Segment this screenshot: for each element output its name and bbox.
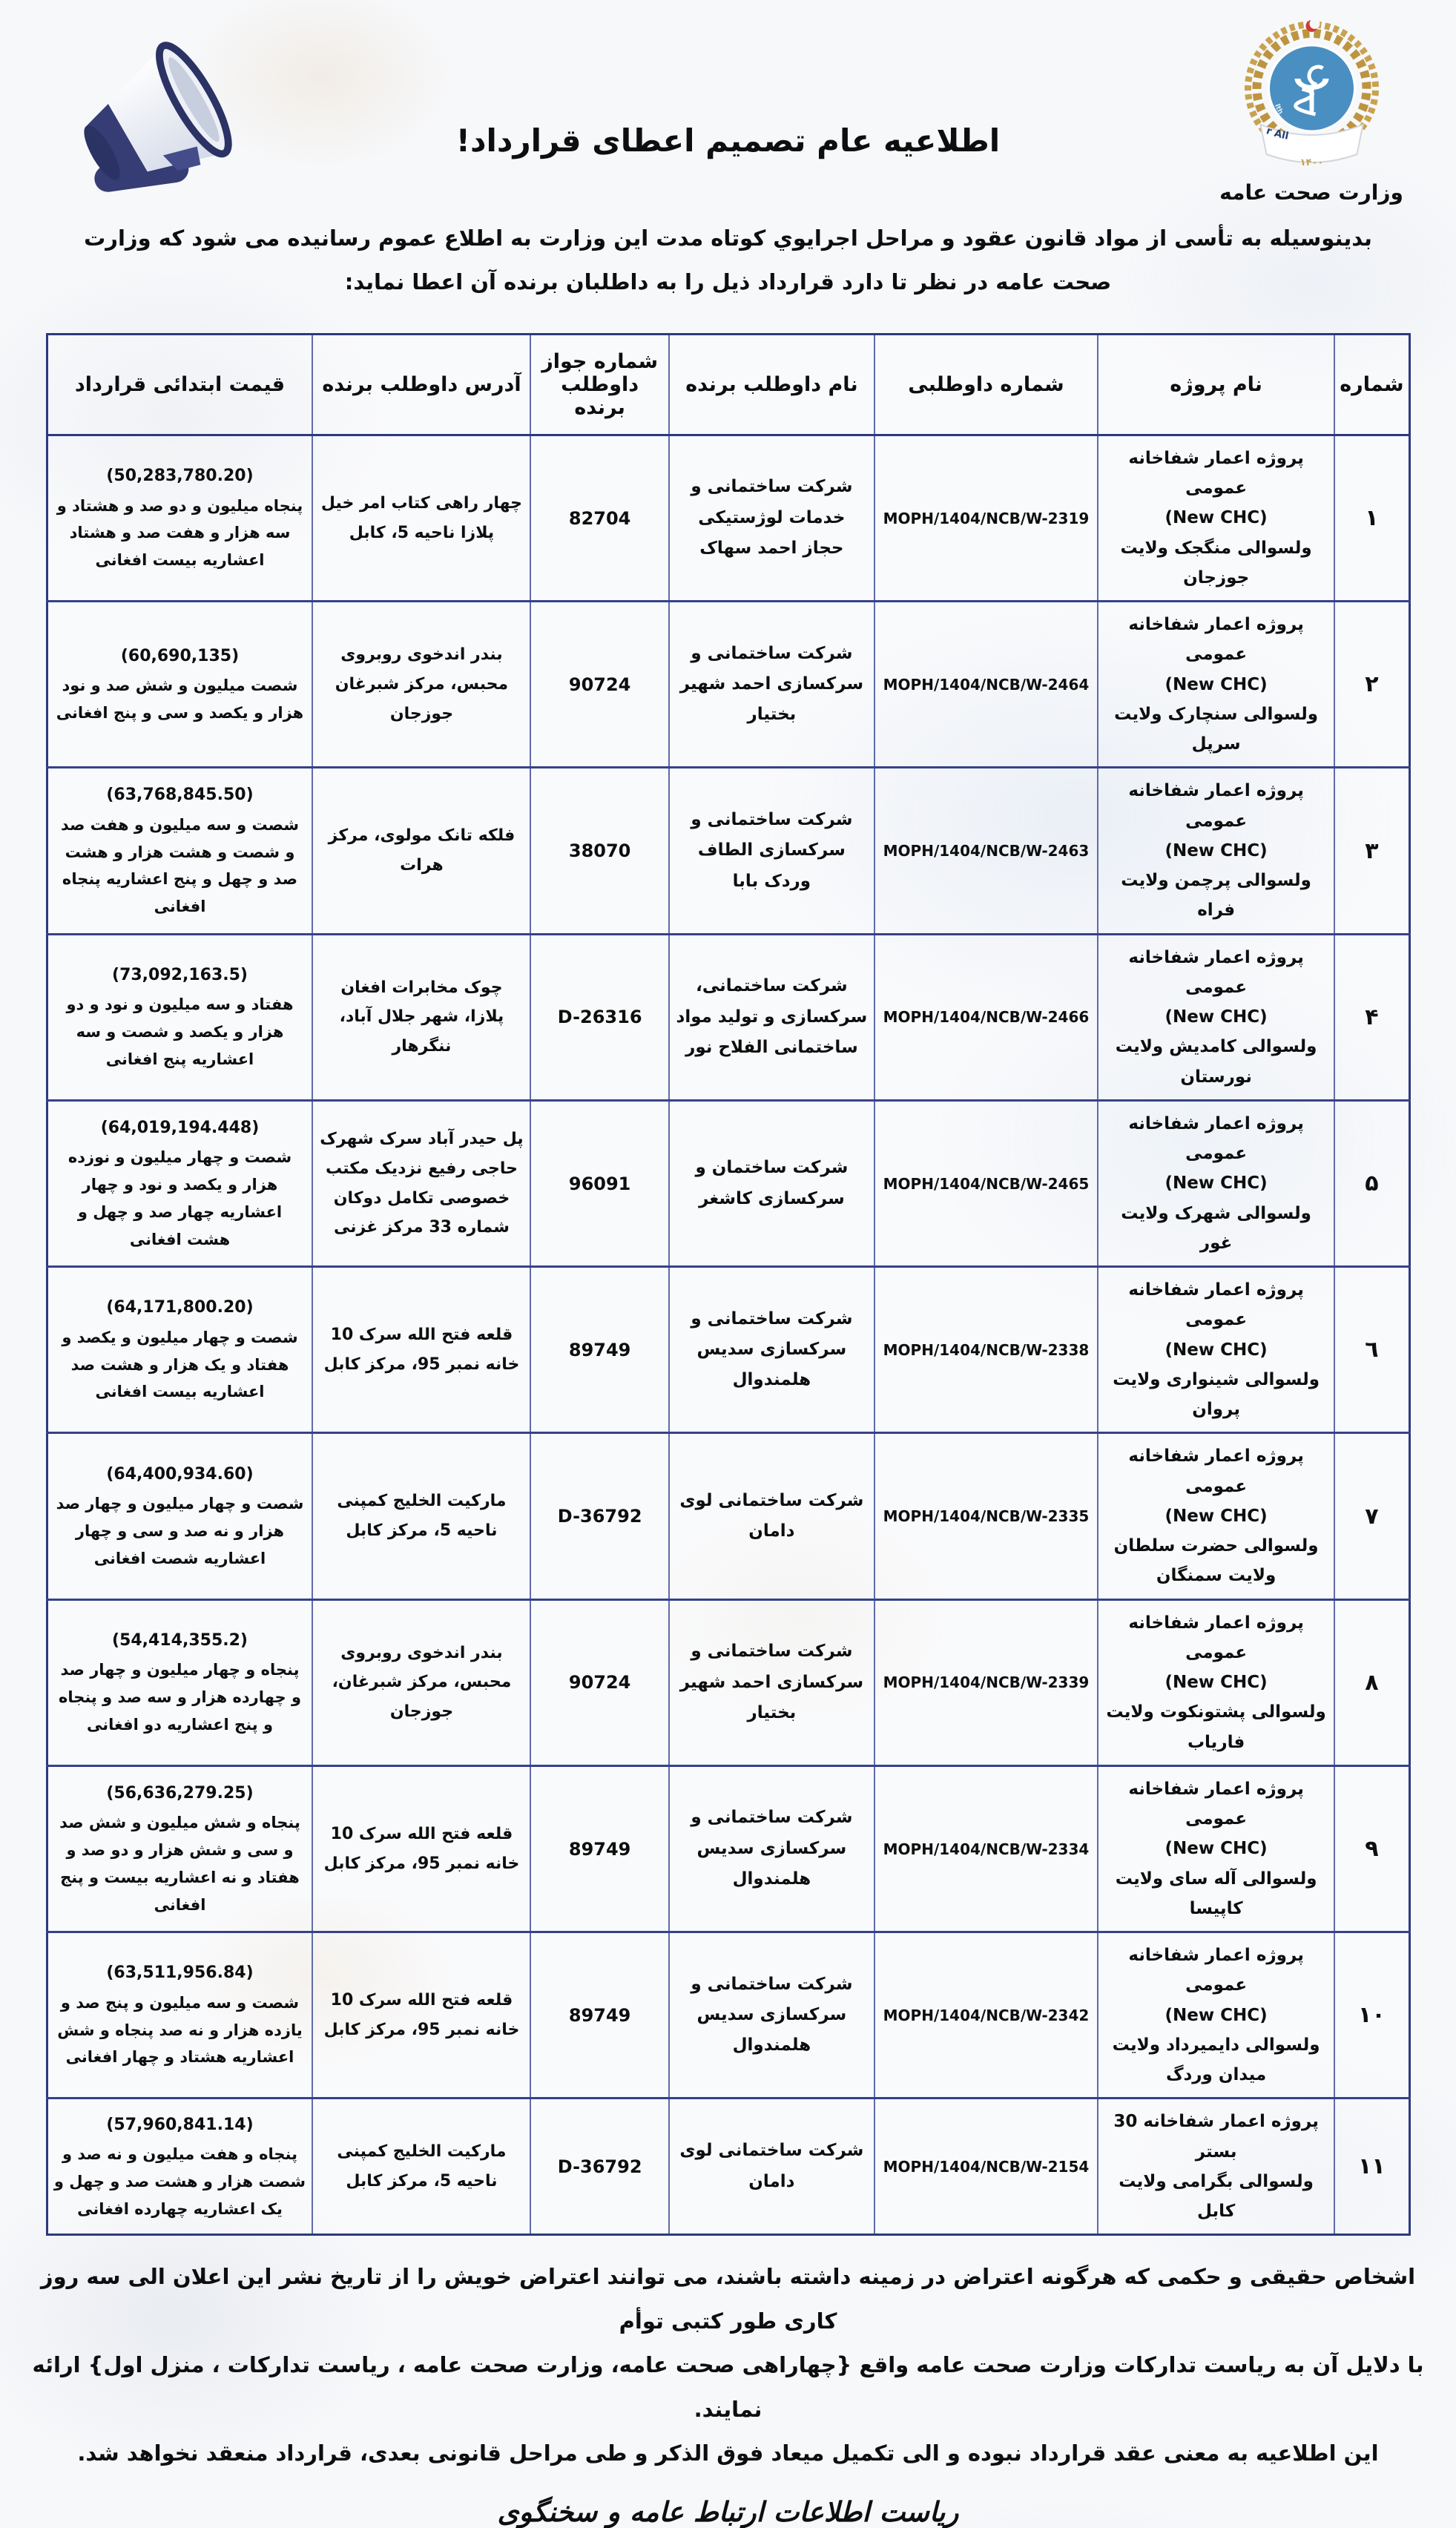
winner-name-cell: شرکت ساختمانی لوی دامان [669,2099,874,2235]
license-number-cell: 38070 [530,768,668,934]
table-row [47,1765,1409,1932]
serial-cell: ۸ [1334,1599,1409,1765]
winner-address-cell: چوک مخابرات افغان پلازا، شهر جلال آباد، ننگرهار [312,934,530,1100]
license-number-cell: D-36792 [530,1433,668,1599]
serial-cell: ۱۱ [1334,2099,1409,2235]
contract-price-cell: (56,636,279.25) پنجاه و شش میلیون و شش صد و سی و شش هزار و دو صد و هفتاد و نه اعشاریه بیست و پنج افغانی [47,1765,312,1932]
winner-address-cell: قلعه فتح الله سرک 10 خانه نمبر 95، مرکز کابل [312,1932,530,2099]
column-header: نام داوطلب برنده [669,334,874,435]
contract-price-cell: (64,019,194.448) شصت و چهار میلیون و نوزده هزار و یکصد و نود و چهار اعشاریه چهار صد و چهل و هشت افغانی [47,1100,312,1266]
contract-price-cell: (64,171,800.20) شصت و چهار میلیون و یکصد و هفتاد و یک هزار و هشت صد اعشاریه بیست افغانی [47,1267,312,1433]
project-name-cell: پروژه اعمار شفاخانه عمومی (New CHC) ولسوالی شینواری ولایت پروان [1098,1267,1334,1433]
logo-year-text: ۱۴۰۰ [1299,157,1323,168]
contracts-table-body [47,435,1409,2235]
license-number-cell: 82704 [530,435,668,601]
tender-number-cell: MOPH/1404/NCB/W-2154 [874,2099,1098,2235]
serial-cell: ٦ [1334,1267,1409,1433]
intro-text: بدینوسیله به تأسی از مواد قانون عقود و مراحل اجرایوي کوتاه مدت این وزارت به اطلاع عموم رسانیده می شود که وزارت صحت عامه در نظر تا دارد قرارداد ذیل را به داطلبان برنده آن اعطا نماید: [84,226,1372,295]
contract-price-cell: (73,092,163.5) هفتاد و سه میلیون و نود و دو هزار و یکصد و شصت و سه اعشاریه پنج افغانی [47,934,312,1100]
license-number-cell: 96091 [530,1100,668,1266]
winner-name-cell: شرکت ساختمانی، سرکسازی و تولید مواد ساختمانی الفلاح نور [669,934,874,1100]
project-name-cell: پروژه اعمار شفاخانه عمومی (New CHC) ولسوالی آله سای ولایت کاپیسا [1098,1765,1334,1932]
contract-price-cell: (54,414,355.2) پنجاه و چهار میلیون و چهار صد و چهارده هزار و سه صد و پنجاه و پنج اعشاریه دو افغانی [47,1599,312,1765]
winner-name-cell: شرکت ساختمانی و سرکسازی احمد شهیر بختیار [669,602,874,768]
winner-name-cell: شرکت ساختمانی و سرکسازی الطاف وردک بابا [669,768,874,934]
table-header-row [47,334,1409,435]
tender-number-cell: MOPH/1404/NCB/W-2342 [874,1932,1098,2099]
winner-name-cell: شرکت ساختمانی و خدمات لوژستیکی حجاز احمد سهاک [669,435,874,601]
contract-price-cell: (63,511,956.84) شصت و سه میلیون و پنج صد و یازده هزار و نه صد پنجاه و شش اعشاریه هشتاد و چهار افغانی [47,1932,312,2099]
winner-address-cell: بندر اندخوی روبروی محبس، مرکز شبرغان، جوزجان [312,1599,530,1765]
winner-name-cell: شرکت ساختمانی لوی دامان [669,1433,874,1599]
tender-number-cell: MOPH/1404/NCB/W-2335 [874,1433,1098,1599]
footer-notes [31,2255,1426,2527]
column-header: نام پروژه [1098,334,1334,435]
column-header: شماره [1334,334,1409,435]
tender-number-cell: MOPH/1404/NCB/W-2338 [874,1267,1098,1433]
project-name-cell: پروژه اعمار شفاخانه عمومی (New CHC) ولسوالی دایمیرداد ولایت میدان وردگ [1098,1932,1334,2099]
project-name-cell: پروژه اعمار شفاخانه عمومی (New CHC) ولسوالی منگجک ولایت جوزجان [1098,435,1334,601]
table-row [47,435,1409,601]
column-header: شماره جواز داوطلب برنده [530,334,668,435]
serial-cell: ۹ [1334,1765,1409,1932]
logo-caption: وزارت صحت عامه [1219,180,1403,205]
tender-number-cell: MOPH/1404/NCB/W-2463 [874,768,1098,934]
table-row [47,1599,1409,1765]
serial-cell: ۴ [1334,934,1409,1100]
table-row [47,768,1409,934]
winner-address-cell: قلعه فتح الله سرک 10 خانه نمبر 95، مرکز کابل [312,1267,530,1433]
contract-price-cell: (64,400,934.60) شصت و چهار میلیون و چهار صد هزار و نه صد و سی و چهار اعشاریه شصت افغانی [47,1433,312,1599]
table-row [47,1267,1409,1433]
winner-name-cell: شرکت ساختمانی و سرکسازی احمد شهیر بختیار [669,1599,874,1765]
contract-price-cell: (60,690,135) شصت میلیون و شش صد و نود هزار و یکصد و سی و پنج افغانی [47,602,312,768]
column-header: آدرس داوطلب برنده [312,334,530,435]
winner-address-cell: بندر اندخوی روبروی محبس، مرکز شبرغان جوزجان [312,602,530,768]
license-number-cell: D-26316 [530,934,668,1100]
winner-name-cell: شرکت ساختمانی و سرکسازی سدیس هلمندوال [669,1932,874,2099]
moph-logo [1219,16,1404,205]
contracts-table [46,333,1411,2236]
license-number-cell: 89749 [530,1765,668,1932]
column-header: شماره داوطلبی [874,334,1098,435]
footer-line-3: این اطلاعیه به معنی عقد قرارداد نبوده و الی تکمیل میعاد فوق الذکر و طی مراحل قانونی بعدی، قرارداد منعقد نخواهد شد. [77,2440,1379,2466]
logo-ring-text: lth [1272,102,1285,116]
tender-number-cell: MOPH/1404/NCB/W-2319 [874,435,1098,601]
table-row [47,1932,1409,2099]
tender-number-cell: MOPH/1404/NCB/W-2465 [874,1100,1098,1266]
project-name-cell: پروژه اعمار شفاخانه عمومی (New CHC) ولسوالی پرچمن ولایت فراه [1098,768,1334,934]
table-row [47,602,1409,768]
tender-number-cell: MOPH/1404/NCB/W-2464 [874,602,1098,768]
winner-name-cell: شرکت ساختمانی و سرکسازی سدیس هلمندوال [669,1765,874,1932]
license-number-cell: D-36792 [530,2099,668,2235]
contract-price-cell: (57,960,841.14) پنجاه و هفت میلیون و نه صد و شصت هزار و هشت صد و چهل و یک اعشاریه چهارده افغانی [47,2099,312,2235]
serial-cell: ۲ [1334,602,1409,768]
serial-cell: ۱۰ [1334,1932,1409,2099]
winner-address-cell: پل حیدر آباد سرک شهرک حاجی رفیع نزدیک مکتب خصوصی تکامل دوکان شماره 33 مرکز غزنی [312,1100,530,1266]
logo-ribbon-text: r All [1264,125,1290,142]
table-row [47,1433,1409,1599]
winner-address-cell: چهار راهی کتاب امر خیل پلازا ناحیه 5، کابل [312,435,530,601]
tender-number-cell: MOPH/1404/NCB/W-2466 [874,934,1098,1100]
project-name-cell: پروژه اعمار شفاخانه عمومی (New CHC) ولسوالی سنچارک ولایت سرپل [1098,602,1334,768]
license-number-cell: 89749 [530,1267,668,1433]
winner-address-cell: فلکه تانک مولوی، مرکز هرات [312,768,530,934]
project-name-cell: پروژه اعمار شفاخانه عمومی (New CHC) ولسوالی کامدیش ولایت نورستان [1098,934,1334,1100]
winner-name-cell: شرکت ساختمانی و سرکسازی سدیس هلمندوال [669,1267,874,1433]
signature-text: ریاست اطلاعات ارتباط عامه و سخنگوی [497,2495,959,2528]
footer-line-1: اشخاص حقیقی و حکمی که هرگونه اعتراض در زمینه داشته باشند، می توانند اعتراض خویش را از تاریخ نشر این اعلان الی سه روز کاری طور کتبی توأم [40,2264,1416,2334]
serial-cell: ۳ [1334,768,1409,934]
serial-cell: ۱ [1334,435,1409,601]
table-row [47,1100,1409,1266]
table-row [47,2099,1409,2235]
license-number-cell: 90724 [530,602,668,768]
project-name-cell: پروژه اعمار شفاخانه عمومی (New CHC) ولسوالی پشتونکوت ولایت فاریاب [1098,1599,1334,1765]
footer-line-2: با دلایل آن به ریاست تدارکات وزارت صحت عامه واقع {چهاراهی صحت عامه، وزارت صحت عامه ، ریاست تدارکات ، منزل اول} ارائه نمایند. [32,2352,1424,2422]
contract-price-cell: (50,283,780.20) پنجاه میلیون و دو صد و هشتاد و سه هزار و هفت صد و هشتاد اعشاریه بیست افغانی [47,435,312,601]
serial-cell: ۷ [1334,1433,1409,1599]
winner-address-cell: مارکیت الخلیج کمپنی ناحیه 5، مرکز کابل [312,1433,530,1599]
project-name-cell: پروژه اعمار شفاخانه 30 بستر ولسوالی بگرامی ولایت کابل [1098,2099,1334,2235]
tender-number-cell: MOPH/1404/NCB/W-2339 [874,1599,1098,1765]
project-name-cell: پروژه اعمار شفاخانه عمومی (New CHC) ولسوالی شهرک ولایت غور [1098,1100,1334,1266]
winner-name-cell: شرکت ساختمان و سرکسازی کاشغر [669,1100,874,1266]
winner-address-cell: قلعه فتح الله سرک 10 خانه نمبر 95، مرکز کابل [312,1765,530,1932]
contract-price-cell: (63,768,845.50) شصت و سه میلیون و هفت صد و شصت و هشت هزار و هشت صد و چهل و پنج اعشاریه پنجاه افغانی [47,768,312,934]
megaphone-icon [41,33,263,219]
column-header: قیمت ابتدائی قرارداد [47,334,312,435]
page-title: اطلاعیه عام تصمیم اعطای قرارداد! [455,122,1001,159]
project-name-cell: پروژه اعمار شفاخانه عمومی (New CHC) ولسوالی حضرت سلطان ولایت سمنگان [1098,1433,1334,1599]
winner-address-cell: مارکیت الخلیج کمپنی ناحیه 5، مرکز کابل [312,2099,530,2235]
license-number-cell: 89749 [530,1932,668,2099]
tender-number-cell: MOPH/1404/NCB/W-2334 [874,1765,1098,1932]
serial-cell: ۵ [1334,1100,1409,1266]
table-row [47,934,1409,1100]
license-number-cell: 90724 [530,1599,668,1765]
